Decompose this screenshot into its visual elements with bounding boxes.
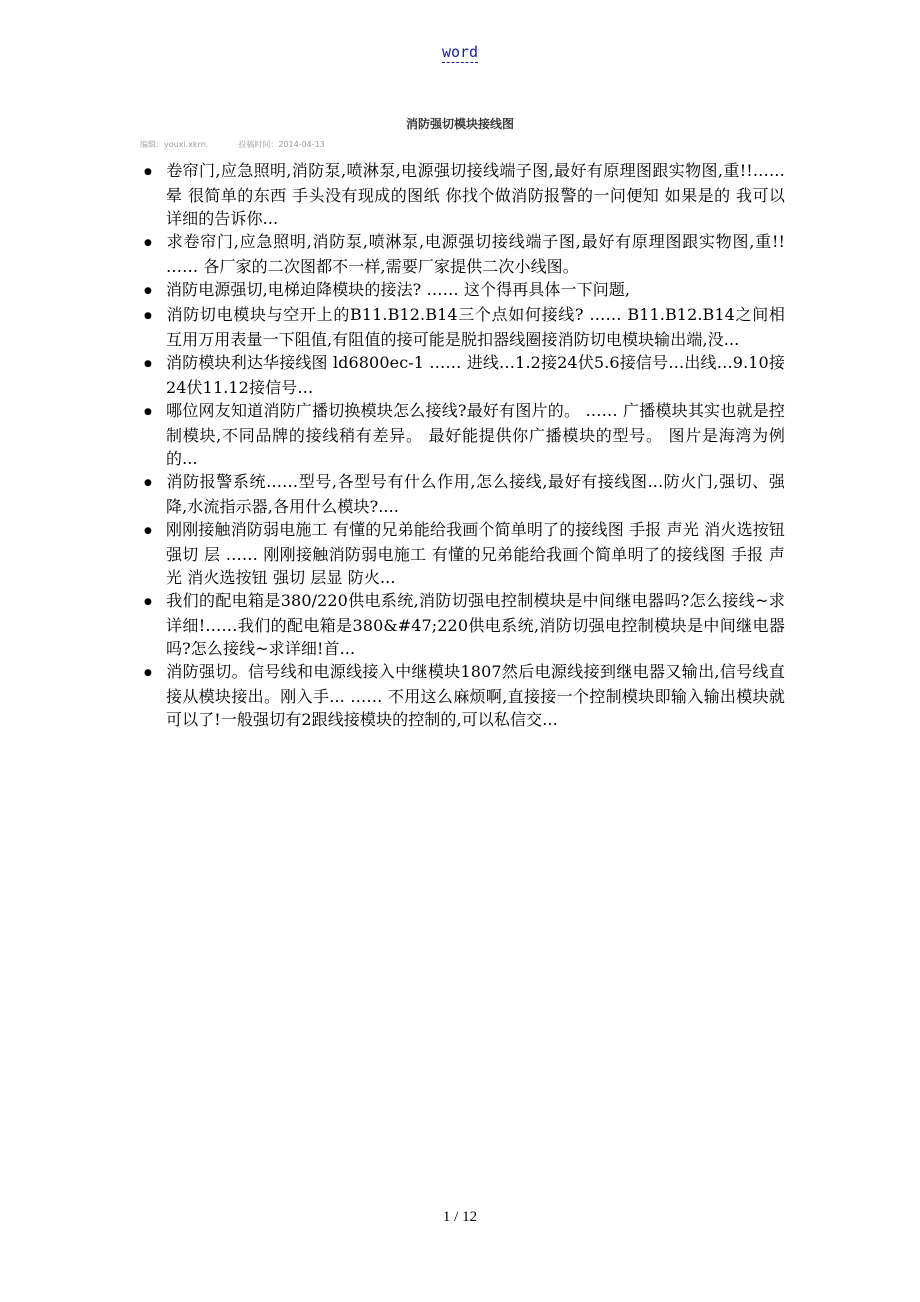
bullet-icon: ● [144, 407, 152, 417]
meta-editor: 编辑：youxi.xkrn. [140, 140, 209, 149]
document-meta [140, 140, 325, 150]
list-item [140, 159, 785, 230]
bullet-icon: ● [144, 478, 152, 488]
list-item [140, 589, 785, 660]
bullet-icon: ● [144, 286, 152, 296]
document-header [0, 42, 920, 62]
page-footer [0, 1207, 920, 1227]
page-separator: / [454, 1209, 459, 1225]
list-item-text: 消防强切。信号线和电源线接入中继模块1807然后电源线接到继电器又输出,信号线直接从模块接出。刚入手... …… 不用这么麻烦啊,直接接一个控制模块即输入输出模块就可以了!一般强切有2跟线接模块的控制的,可以私信交... [166, 662, 785, 729]
list-item-text: 刚刚接触消防弱电施工 有懂的兄弟能给我画个简单明了的接线图 手报 声光 消火选按钮 强切 层 …… 刚刚接触消防弱电施工 有懂的兄弟能给我画个简单明了的接线图 手报 声光 消火选按钮 强切 层显 防火... [166, 520, 785, 587]
bullet-icon: ● [144, 311, 152, 321]
list-item-text: 消防切电模块与空开上的B11.B12.B14三个点如何接线? …… B11.B12.B14之间相互用万用表量一下阻值,有阻值的接可能是脱扣器线圈接消防切电模块输出端,没... [166, 305, 785, 349]
list-item [140, 278, 785, 303]
list-item-text: 卷帘门,应急照明,消防泵,喷淋泵,电源强切接线端子图,最好有原理图跟实物图,重!!…… 晕 很简单的东西 手头没有现成的图纸 你找个做消防报警的一问便知 如果是的 我可以详细的告诉你... [166, 161, 785, 228]
bullet-icon: ● [144, 238, 152, 248]
page-total: 12 [462, 1209, 478, 1225]
list-item [140, 518, 785, 589]
list-item-text: 消防模块利达华接线图 ld6800ec-1 …… 进线…1.2接24伏5.6接信号…出线…9.10接24伏11.12接信号… [166, 353, 785, 397]
document-title: 消防强切模块接线图 [405, 117, 514, 131]
list-item-text: 哪位网友知道消防广播切换模块怎么接线?最好有图片的。 …… 广播模块其实也就是控制模块,不同品牌的接线稍有差异。 最好能提供你广播模块的型号。 图片是海湾为例的... [166, 401, 785, 468]
list-item-text: 消防电源强切,电梯迫降模块的接法? …… 这个得再具体一下问题, [166, 280, 631, 299]
bullet-icon: ● [144, 668, 152, 678]
meta-posted-date: 投稿时间：2014-04-13 [238, 140, 325, 149]
list-item [140, 303, 785, 351]
bullet-icon: ● [144, 167, 152, 177]
document-body-list [140, 159, 785, 731]
list-item [140, 351, 785, 399]
list-item [140, 399, 785, 470]
list-item [140, 660, 785, 731]
list-item [140, 470, 785, 518]
list-item-text: 求卷帘门,应急照明,消防泵,喷淋泵,电源强切接线端子图,最好有原理图跟实物图,重!! …… 各厂家的二次图都不一样,需要厂家提供二次小线图。 [166, 232, 785, 276]
list-item-text: 消防报警系统……型号,各型号有什么作用,怎么接线,最好有接线图...防火门,强切、强降,水流指示器,各用什么模块?.... [166, 472, 785, 516]
header-word-label: word [441, 43, 479, 61]
bullet-icon: ● [144, 359, 152, 369]
page-number: 1 [442, 1209, 451, 1225]
bullet-icon: ● [144, 526, 152, 536]
list-item-text: 我们的配电箱是380/220供电系统,消防切强电控制模块是中间继电器吗?怎么接线~求详细!……我们的配电箱是380&#47;220供电系统,消防切强电控制模块是中间继电器吗?怎么接线~求详细!首... [166, 591, 785, 658]
list-item [140, 230, 785, 278]
bullet-icon: ● [144, 597, 152, 607]
